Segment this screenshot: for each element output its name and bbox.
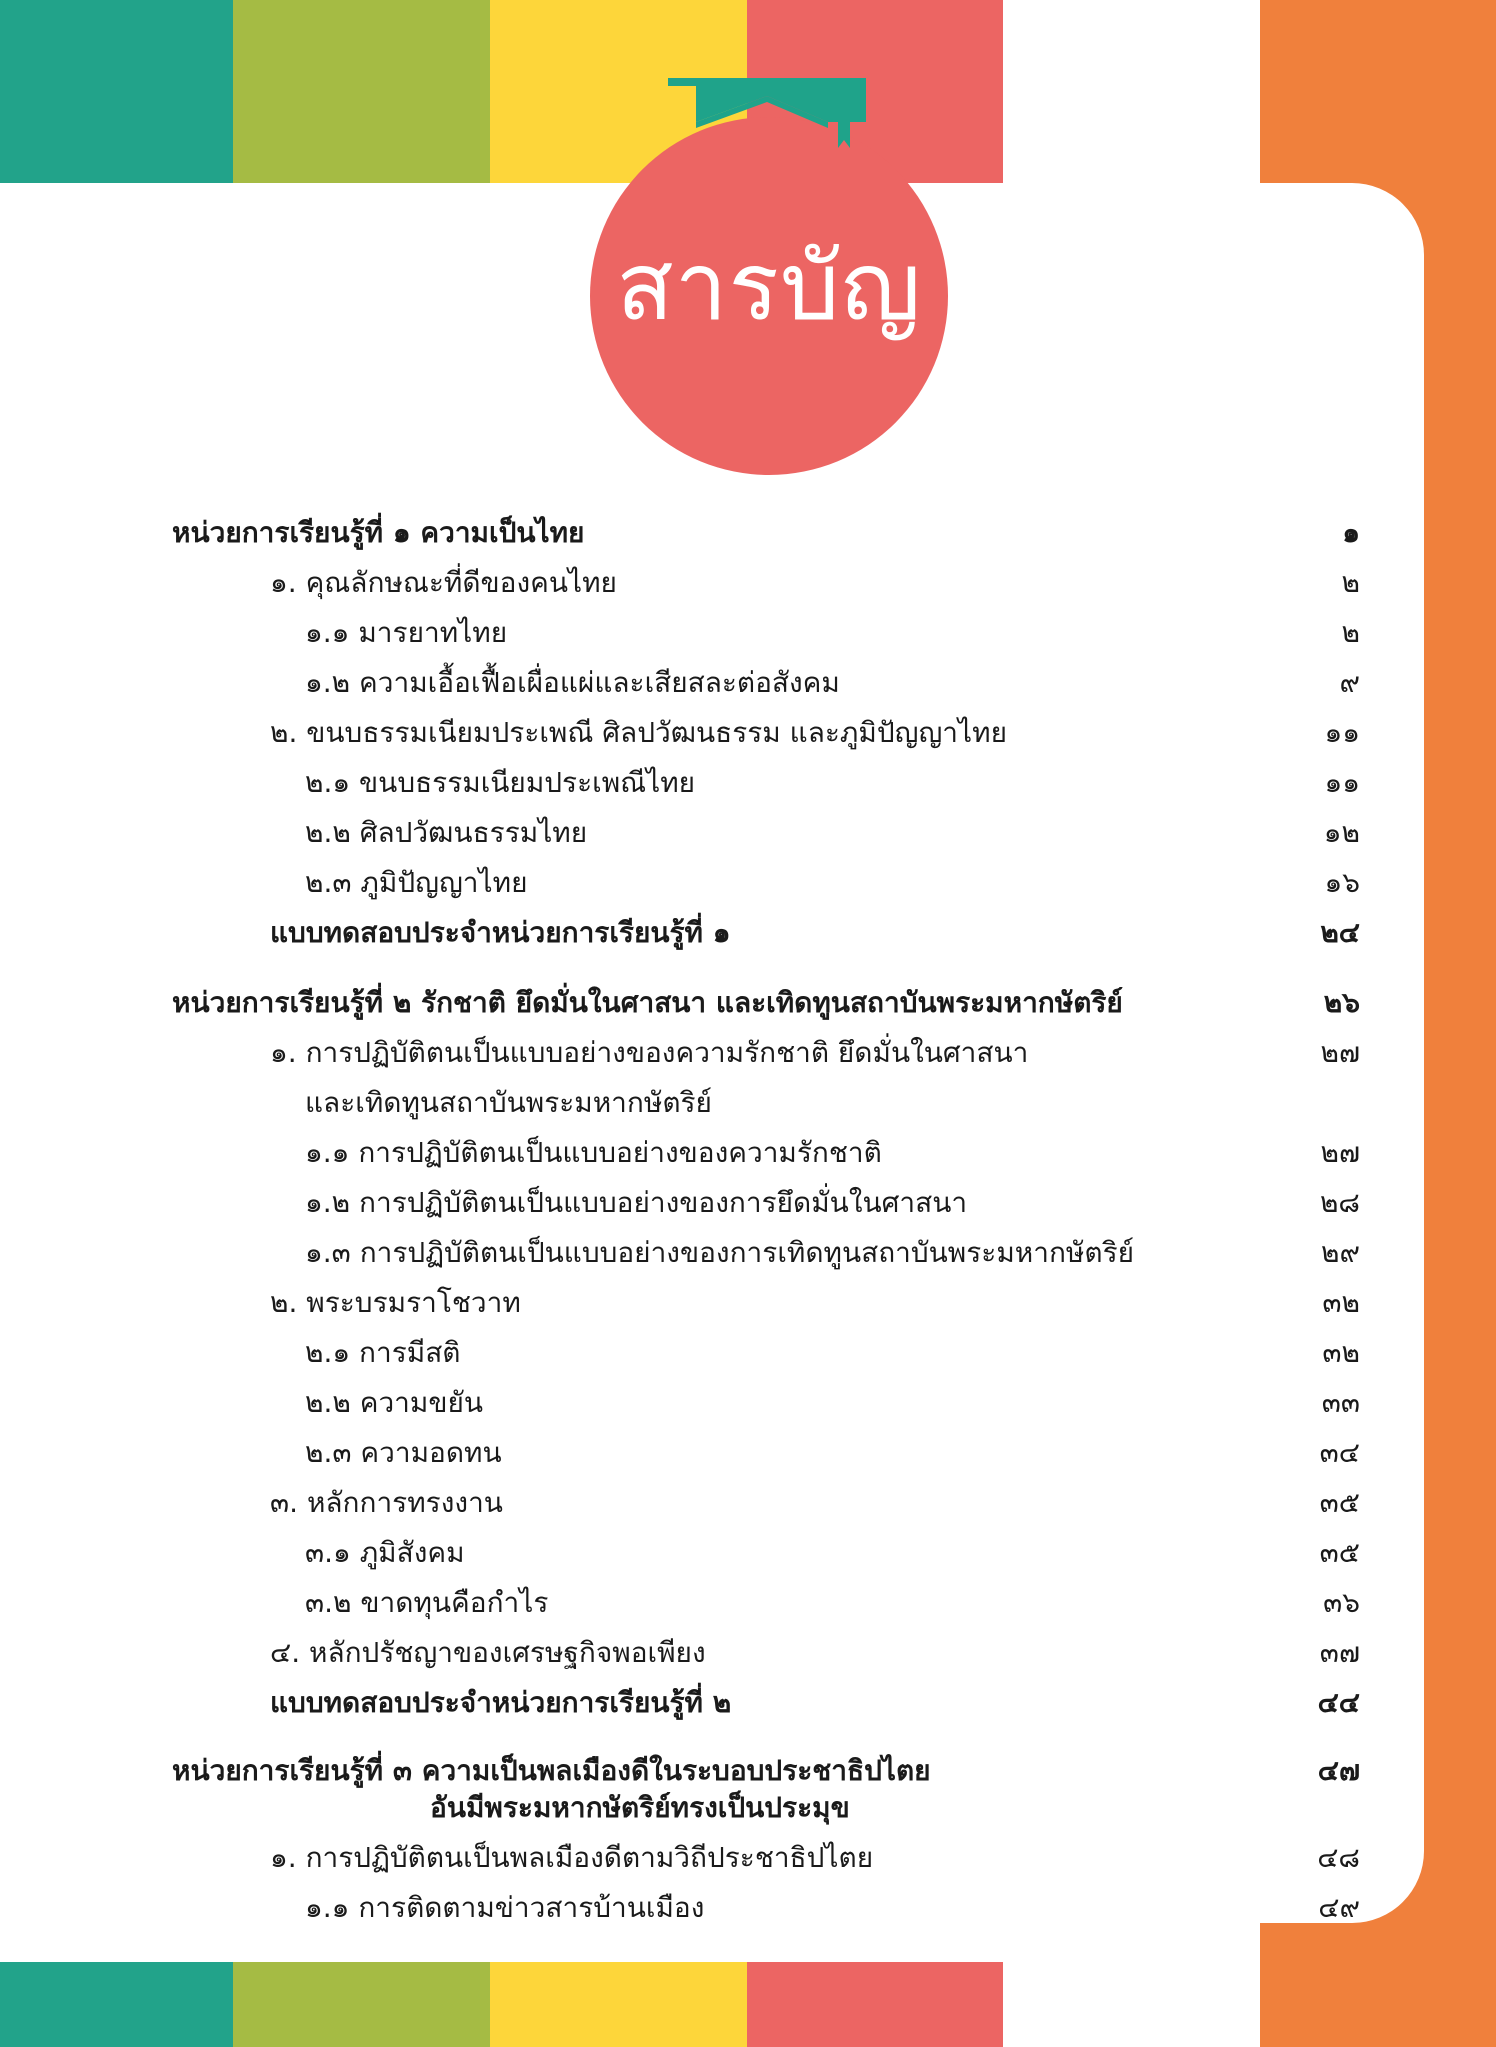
toc-entry-page: ๒ — [1341, 616, 1360, 649]
toc-entry-page: ๓๕ — [1319, 1536, 1360, 1569]
toc-entry-page: ๓๒ — [1322, 1286, 1360, 1319]
toc-entry-page: ๒๗ — [1320, 1136, 1360, 1169]
toc-entry-page: ๓๖ — [1323, 1586, 1360, 1619]
toc-entry-page: ๒ — [1341, 566, 1360, 599]
toc-entry-label: ๒.๒ ศิลปวัฒนธรรมไทย — [305, 816, 588, 849]
toc-entry-label: ๒. ขนบธรรมเนียมประเพณี ศิลปวัฒนธรรม และภูมิปัญญาไทย — [270, 716, 1007, 749]
toc-entry-page: ๔๙ — [1318, 1891, 1360, 1924]
toc-entry-page: ๓๒ — [1322, 1336, 1360, 1369]
toc-entry-page: ๔๘ — [1317, 1841, 1360, 1874]
toc-entry-page: ๒๖ — [1323, 986, 1360, 1019]
toc-entry-label: ๑.๑ มารยาทไทย — [305, 616, 508, 649]
toc-entry-label: ๑.๑ การปฏิบัติตนเป็นแบบอย่างของความรักชาติ — [305, 1136, 882, 1169]
toc-entry-page: ๑๑ — [1324, 766, 1360, 799]
toc-entry-page: ๑๒ — [1323, 816, 1360, 849]
toc-entry-page: ๓๕ — [1319, 1486, 1360, 1519]
toc-entry-label: หน่วยการเรียนรู้ที่ ๑ ความเป็นไทย — [172, 516, 585, 549]
toc-entry-page: ๒๘ — [1319, 1186, 1360, 1219]
toc-entry-page: ๒๙ — [1321, 1236, 1360, 1269]
toc-entry-label: ๑.๒ การปฏิบัติตนเป็นแบบอย่างของการยึดมั่นในศาสนา — [305, 1186, 968, 1219]
toc-entry-label: ๒.๑ ขนบธรรมเนียมประเพณีไทย — [305, 766, 696, 799]
toc-entry-label: แบบทดสอบประจำหน่วยการเรียนรู้ที่ ๑ — [270, 916, 731, 949]
toc-entry-label: ๒.๓ ความอดทน — [305, 1436, 502, 1469]
toc-entry-page: ๔๔ — [1317, 1686, 1360, 1719]
toc-entry-page: ๙ — [1339, 666, 1360, 699]
toc-entry-label: ๓. หลักการทรงงาน — [270, 1486, 503, 1519]
toc-entry-label: ๒. พระบรมราโชวาท — [270, 1286, 521, 1319]
toc-entry-page: ๓๓ — [1321, 1386, 1360, 1419]
toc-entry-label: ๒.๓ ภูมิปัญญาไทย — [305, 866, 528, 899]
toc-entry-label: ๑. การปฏิบัติตนเป็นพลเมืองดีตามวิถีประชาธิปไตย — [270, 1841, 874, 1874]
toc-entry-label: หน่วยการเรียนรู้ที่ ๓ ความเป็นพลเมืองดีในระบอบประชาธิปไตย — [172, 1754, 931, 1787]
toc-entry-label: ๔. หลักปรัชญาของเศรษฐกิจพอเพียง — [270, 1636, 706, 1669]
toc-entry-label: ๑. การปฏิบัติตนเป็นแบบอย่างของความรักชาติ ยึดมั่นในศาสนา — [270, 1036, 1029, 1069]
toc-entry-label: แบบทดสอบประจำหน่วยการเรียนรู้ที่ ๒ — [270, 1686, 732, 1719]
toc-entry-page: ๑๖ — [1324, 866, 1360, 899]
toc-entry-label: ๓.๒ ขาดทุนคือกำไร — [305, 1586, 549, 1619]
toc-entry-page: ๒๔ — [1320, 916, 1360, 949]
toc-entry-page: ๑๑ — [1324, 716, 1360, 749]
toc-entry-label: หน่วยการเรียนรู้ที่ ๒ รักชาติ ยึดมั่นในศาสนา และเทิดทูนสถาบันพระมหากษัตริย์ — [172, 986, 1123, 1019]
toc-entry-page: ๒๗ — [1320, 1036, 1360, 1069]
toc-entry-label: ๒.๒ ความขยัน — [305, 1386, 484, 1419]
toc-entry-page: ๓๔ — [1319, 1436, 1360, 1469]
toc-entry-label: ๑.๒ ความเอื้อเฟื้อเผื่อแผ่และเสียสละต่อสังคม — [305, 666, 840, 699]
toc-entry-page: ๓๗ — [1319, 1636, 1360, 1669]
toc-entry-label: ๓.๑ ภูมิสังคม — [305, 1536, 465, 1569]
toc-entry-page: ๔๗ — [1317, 1754, 1360, 1787]
toc-entry-label: ๑.๓ การปฏิบัติตนเป็นแบบอย่างของการเทิดทูนสถาบันพระมหากษัตริย์ — [305, 1236, 1135, 1269]
toc-entry-label: และเทิดทูนสถาบันพระมหากษัตริย์ — [305, 1086, 712, 1119]
toc-entry-label: ๑. คุณลักษณะที่ดีของคนไทย — [270, 566, 617, 599]
toc-entry-label: ๒.๑ การมีสติ — [305, 1336, 461, 1369]
toc-entry-label: อันมีพระมหากษัตริย์ทรงเป็นประมุข — [430, 1791, 850, 1824]
page-title: สารบัญ — [616, 232, 922, 342]
toc-entry-label: ๑.๑ การติดตามข่าวสารบ้านเมือง — [305, 1891, 705, 1924]
toc-entry-page: ๑ — [1342, 516, 1360, 549]
